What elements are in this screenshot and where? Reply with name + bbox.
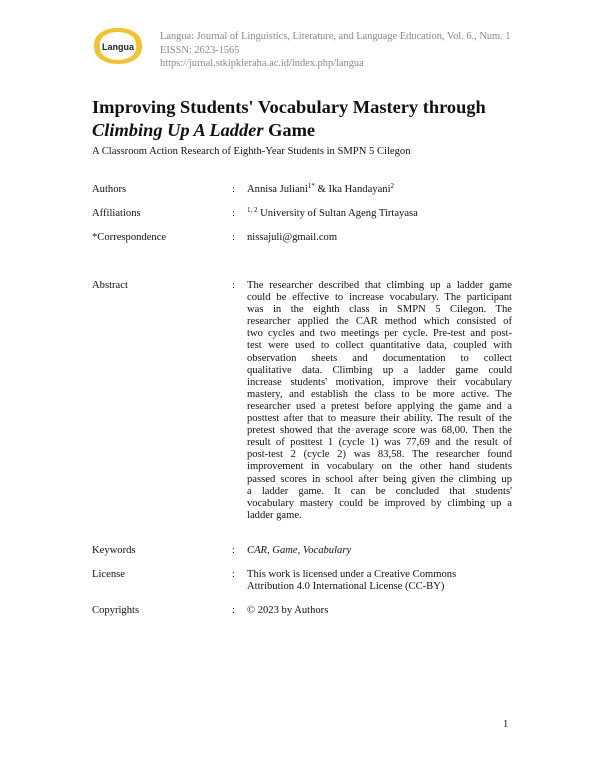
license-line-2: Attribution 4.0 International License (CC-BY): [247, 581, 445, 593]
title-part2: Game: [263, 120, 316, 140]
abstract-line: could be effective to increase vocabulary. The participant: [247, 292, 512, 304]
keywords-label: Keywords: [92, 545, 136, 556]
affiliations-text: University of Sultan Ageng Tirtayasa: [257, 208, 418, 219]
correspondence-label: *Correspondence: [92, 232, 167, 243]
author-2-sup: 2: [390, 182, 395, 190]
authors-label: Authors: [92, 184, 127, 195]
affiliations-label: Affiliations: [92, 208, 141, 219]
license-colon: :: [232, 569, 235, 580]
affiliations-colon: :: [232, 208, 235, 219]
abstract-line: post-test 2 (cycle 2) was 83,58. The researcher found: [247, 449, 512, 461]
authors-value: [247, 184, 512, 196]
author-1: Annisa Juliani: [247, 184, 308, 195]
license-value[interactable]: [247, 569, 512, 593]
abstract-line: passed scores in school after being given the climbing up: [247, 473, 512, 485]
abstract-line: a ladder game. It can be concluded that students': [247, 485, 512, 497]
abstract-line: two cycles and two meetings per cycle. Pre-test and post-: [247, 328, 512, 340]
journal-url[interactable]: https://jurnal.stkipkieraha.ac.id/index.php/langua: [160, 58, 364, 70]
affiliations-value: [247, 208, 512, 220]
abstract-line: The researcher described that climbing up a ladder game: [247, 280, 512, 291]
affiliations-sup: 1, 2: [247, 206, 258, 214]
abstract-colon: :: [232, 280, 235, 291]
copyrights-colon: :: [232, 605, 235, 616]
abstract-line: test were used to collect quantitative data, coupled with: [247, 340, 512, 352]
page-number: 1: [503, 719, 509, 730]
copyrights-value: © 2023 by Authors: [247, 605, 329, 616]
authors-colon: :: [232, 184, 235, 195]
correspondence-colon: :: [232, 232, 235, 243]
journal-info: [160, 30, 511, 71]
abstract-line: researcher used a pretest before applying the game and a: [247, 400, 512, 412]
abstract-line: pretest showed that the average score was 68,00. Then the: [247, 425, 512, 437]
license-line-1: This work is licensed under a Creative Commons: [247, 569, 457, 580]
correspondence-email[interactable]: nissajuli@gmail.com: [247, 232, 338, 243]
abstract-line: result of posttest 1 (cycle 1) was 77,69 and the result of: [247, 437, 512, 449]
title-italic: Climbing Up A Ladder: [92, 120, 264, 140]
abstract-line: was in the eighth class in SMPN 5 Cilegon. The: [247, 304, 512, 316]
abstract-line: ladder game.: [247, 509, 302, 521]
journal-eissn: EISSN: 2623-1565: [160, 44, 240, 56]
abstract-line: improvement in vocabulary on the other hand students: [247, 461, 512, 473]
abstract-line: observation sheets and documentation to collect: [247, 352, 512, 364]
author-1-sup: 1*: [307, 182, 315, 190]
license-label: License: [92, 569, 125, 580]
journal-citation: Langua: Journal of Linguistics, Literature, and Language Education, Vol. 6., Num. 1: [160, 31, 511, 42]
abstract-line: increase students' motivation, improve their vocabulary: [247, 376, 512, 388]
abstract-label: Abstract: [92, 280, 128, 291]
abstract-line: mastery, and establish the class to be more active. The: [247, 388, 512, 400]
abstract-text: [247, 280, 512, 522]
logo-text: Langua: [101, 42, 135, 52]
abstract-line: qualitative data. Climbing up a ladder game could: [247, 364, 512, 376]
abstract-line: researcher applied the CAR method which consisted of: [247, 316, 512, 328]
abstract-line: posttest after that to measure their ability. The result of the: [247, 413, 512, 425]
paper-title: [92, 96, 532, 142]
copyrights-label: Copyrights: [92, 605, 140, 616]
title-part1: Improving Students' Vocabulary Mastery through: [92, 97, 486, 117]
keywords-value: CAR, Game, Vocabulary: [247, 545, 352, 556]
keywords-colon: :: [232, 545, 235, 556]
author-2: Ika Handayani: [328, 184, 391, 195]
paper-subtitle: A Classroom Action Research of Eighth-Year Students in SMPN 5 Cilegon: [92, 146, 411, 157]
author-separator: &: [314, 184, 329, 195]
abstract-line: vocabulary mastery could be improved by climbing up a: [247, 497, 512, 509]
journal-logo: [92, 25, 144, 67]
